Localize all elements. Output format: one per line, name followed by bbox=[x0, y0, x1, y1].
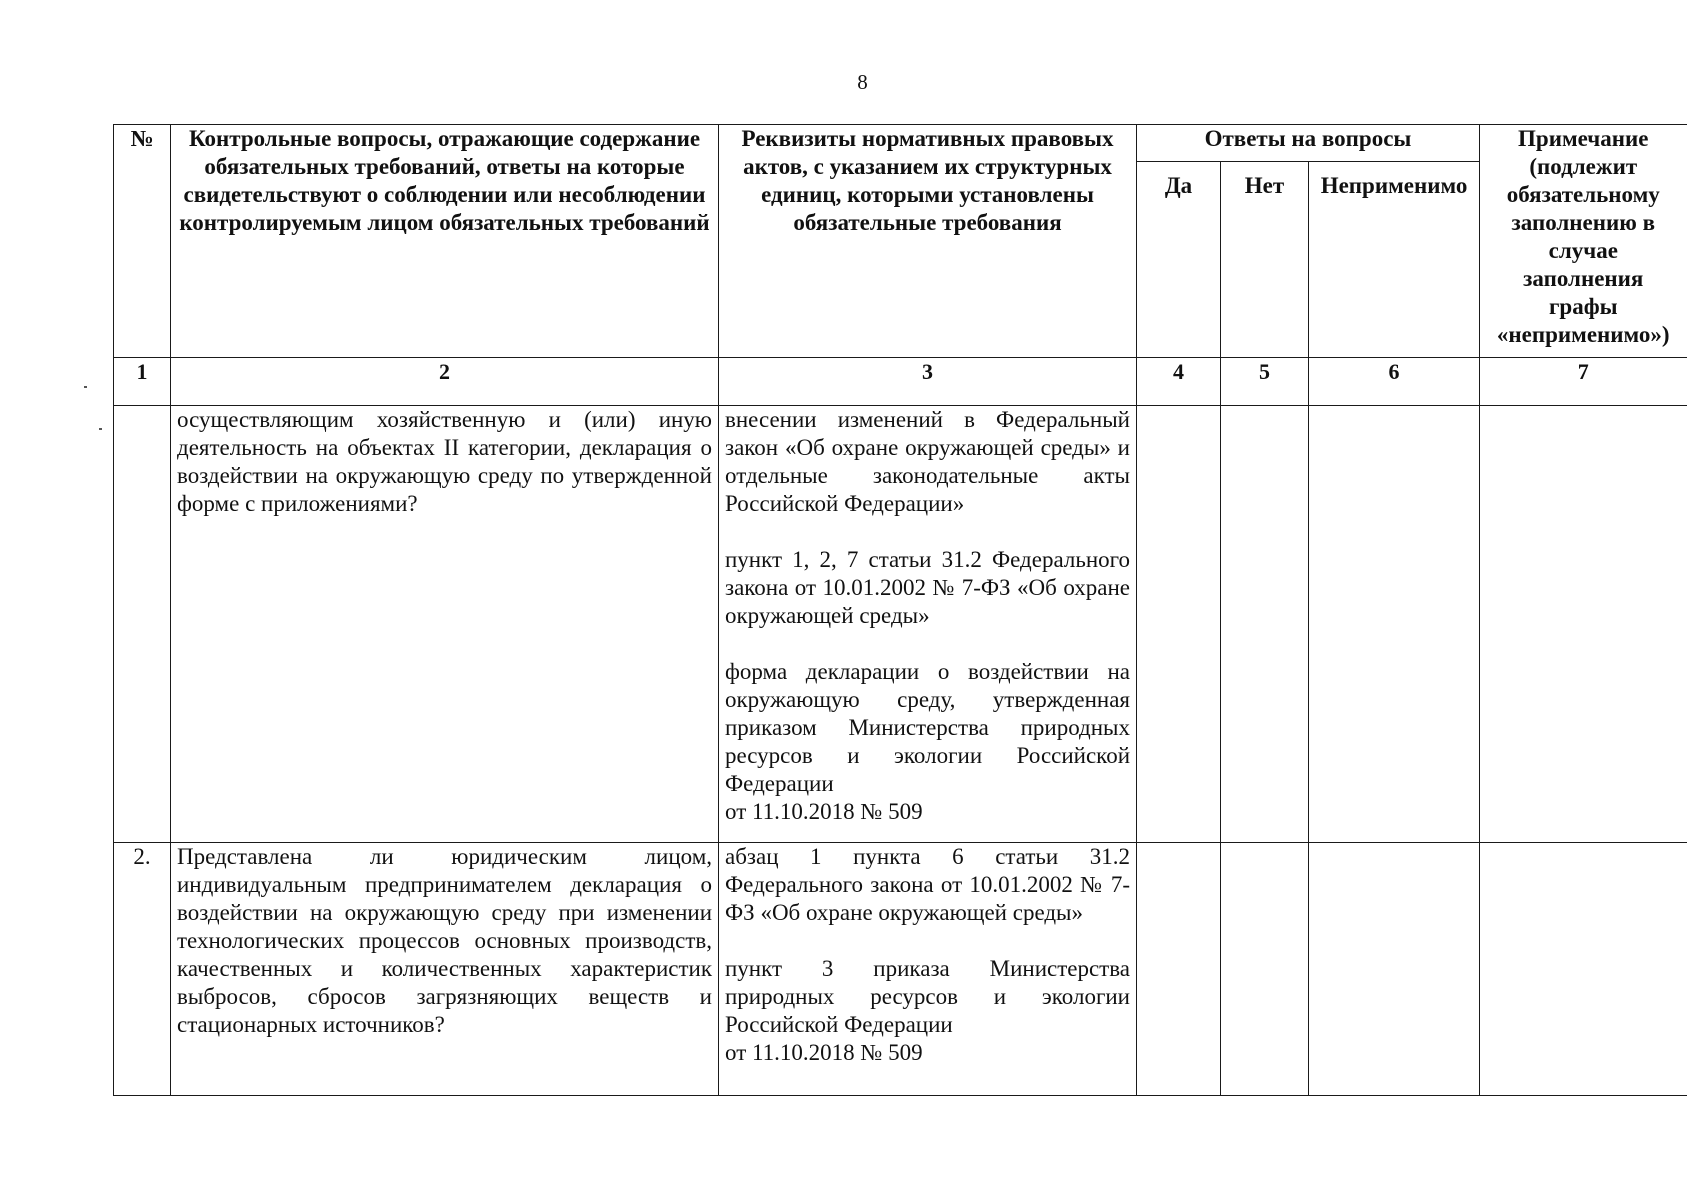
answer-not-applicable-cell[interactable] bbox=[1309, 843, 1480, 1096]
answer-yes-cell[interactable] bbox=[1137, 843, 1221, 1096]
header-no: Нет bbox=[1221, 162, 1309, 358]
question-text: Представлена ли юридическим лицом, индивидуальным предпринимателем декларация о воздействии на окружающую среду при изменении технологических процессов основных производств, качественных и количественных характеристик выбросов, сбросов загрязняющих веществ и стационарных источников? bbox=[177, 844, 712, 1037]
column-number: 7 bbox=[1480, 358, 1687, 406]
answer-no-cell[interactable] bbox=[1221, 406, 1309, 843]
header-row bbox=[114, 125, 1687, 162]
column-number: 3 bbox=[719, 358, 1137, 406]
column-number: 4 bbox=[1137, 358, 1221, 406]
row-question bbox=[171, 843, 719, 1096]
header-note: Примечание (подлежит обязательному заполнению в случае заполнения графы «неприменимо») bbox=[1480, 125, 1687, 358]
row-requisites bbox=[719, 843, 1137, 1096]
page-number: 8 bbox=[857, 70, 868, 94]
column-number: 5 bbox=[1221, 358, 1309, 406]
header-yes: Да bbox=[1137, 162, 1221, 358]
row-question bbox=[171, 406, 719, 843]
row-number: 2. bbox=[114, 843, 171, 1096]
row-requisites bbox=[719, 406, 1137, 843]
header-answers-group: Ответы на вопросы bbox=[1137, 125, 1480, 162]
question-text: осуществляющим хозяйственную и (или) иную деятельность на объектах II категории, декларация о воздействии на окружающую среду по утвержденной форме с приложениями? bbox=[177, 407, 712, 516]
table-row bbox=[114, 843, 1687, 1096]
requisite-text: форма декларации о воздействии на окружающую среду, утвержденная приказом Министерства природных ресурсов и экологии Российской Федерации bbox=[725, 659, 1130, 796]
row-number bbox=[114, 406, 171, 843]
header-questions: Контрольные вопросы, отражающие содержание обязательных требований, ответы на которые свидетельствуют о соблюдении или несоблюдении контролируемым лицом обязательных требований bbox=[171, 125, 719, 358]
requisite-text: абзац 1 пункта 6 статьи 31.2 Федерального закона от 10.01.2002 № 7-ФЗ «Об охране окружающей среды» bbox=[725, 844, 1130, 925]
note-cell[interactable] bbox=[1480, 843, 1687, 1096]
column-number: 1 bbox=[114, 358, 171, 406]
requisite-text: пункт 3 приказа Министерства природных ресурсов и экологии Российской Федерации bbox=[725, 956, 1130, 1037]
column-number: 2 bbox=[171, 358, 719, 406]
header-not-applicable: Неприменимо bbox=[1309, 162, 1480, 358]
requisite-text: внесении изменений в Федеральный закон «Об охране окружающей среды» и отдельные законодательные акты Российской Федерации» bbox=[725, 407, 1130, 516]
scan-speck bbox=[84, 386, 87, 388]
answer-no-cell[interactable] bbox=[1221, 843, 1309, 1096]
column-number: 6 bbox=[1309, 358, 1480, 406]
requisite-text: от 11.10.2018 № 509 bbox=[725, 799, 923, 824]
note-cell[interactable] bbox=[1480, 406, 1687, 843]
column-number-row bbox=[114, 358, 1687, 406]
requisite-text: пункт 1, 2, 7 статьи 31.2 Федерального закона от 10.01.2002 № 7-ФЗ «Об охране окружающей среды» bbox=[725, 547, 1130, 628]
table-row bbox=[114, 406, 1687, 843]
header-requisites: Реквизиты нормативных правовых актов, с указанием их структурных единиц, которыми установлены обязательные требования bbox=[719, 125, 1137, 358]
requisite-text: от 11.10.2018 № 509 bbox=[725, 1040, 923, 1065]
answer-yes-cell[interactable] bbox=[1137, 406, 1221, 843]
checklist-table bbox=[113, 124, 1687, 1096]
scan-speck bbox=[99, 428, 102, 430]
header-num: № bbox=[114, 125, 171, 358]
answer-not-applicable-cell[interactable] bbox=[1309, 406, 1480, 843]
